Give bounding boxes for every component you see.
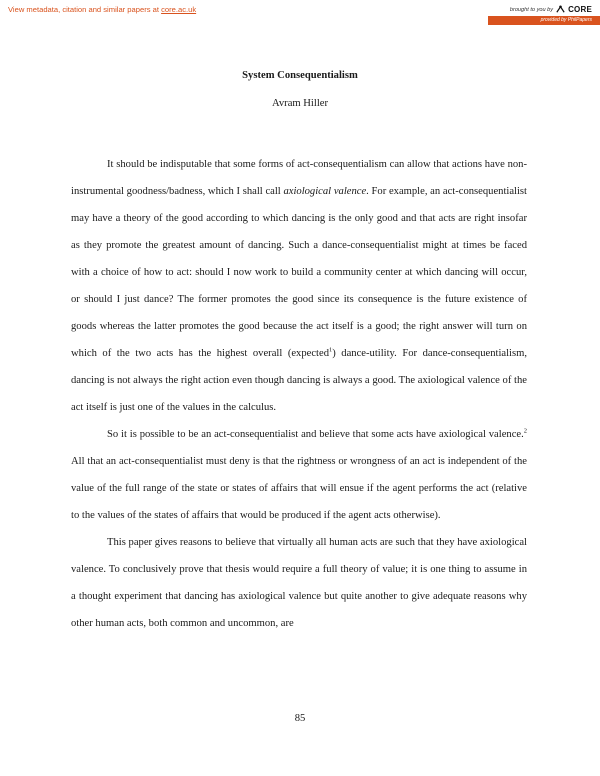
page-number: 85 [294, 713, 306, 724]
paragraph-2-text-a: So it is possible to be an act-consequentialist and believe that some acts have axiological valence. [107, 429, 524, 440]
provided-by-text: provided by PhilPapers [540, 17, 592, 23]
paper-title: System Consequentialism [242, 70, 358, 81]
paragraph-1 [71, 151, 527, 421]
footnote-ref-2[interactable]: 2 [523, 427, 527, 435]
core-logo-text: CORE [568, 5, 592, 14]
core-link-text: View metadata, citation and similar papers at [8, 5, 162, 14]
paragraph-1-text-a: It should be indisputable that some forms of act-consequentialism can allow that actions have non-instrumental goodness/badness, which I shall call [71, 159, 527, 197]
body-text [71, 151, 527, 637]
brought-by-text: brought to you by [509, 6, 554, 13]
paragraph-1-text-c: ) dance-utility. For dance-consequentialism, dancing is not always the right action even though dancing is always a good. The axiological valence of the act itself is just one of the values in the calculus. [71, 348, 527, 413]
paper-author: Avram Hiller [272, 98, 328, 109]
paragraph-2-text-b: All that an act-consequentialist must deny is that the rightness or wrongness of an act is independent of the value of the full range of the state or states of affairs that will ensue if the agent performs the act (relative to the values of the states of affairs that would be produced if the agent acts otherwise). [71, 456, 527, 521]
paragraph-3: This paper gives reasons to believe that virtually all human acts are such that they have axiological valence. To conclusively prove that thesis would require a full theory of value; it is one thing to assume in a thought experiment that dancing has axiological valence but quite another to give adequate reasons why other human acts, both common and uncommon, are [71, 537, 527, 629]
core-url-link[interactable]: core.ac.uk [161, 5, 197, 14]
footnote-ref-1[interactable]: 1 [329, 346, 333, 354]
core-metadata-link[interactable] [8, 5, 196, 14]
brought-by-core[interactable] [510, 4, 592, 15]
core-banner [0, 0, 600, 26]
paragraph-2 [71, 421, 527, 529]
axiological-valence-term: axiological valence [283, 186, 367, 197]
core-logo-icon [555, 4, 566, 15]
paragraph-1-text-b: . For example, an act-consequentialist may have a theory of the good according to which dancing is the only good and that acts are right insofar as they promote the greatest amount of dancing. Such a dance-consequentialist might at times be faced with a choice of how to act: should I now work to build a community center at which dancing will occur, or should I just dance? The former promotes the good since its consequence is the future existence of goods whereas the latter promotes the good because the act itself is a good; the right answer will turn on which of the two acts has the highest overall (expected [71, 186, 528, 359]
provided-by-bar[interactable] [488, 16, 600, 25]
